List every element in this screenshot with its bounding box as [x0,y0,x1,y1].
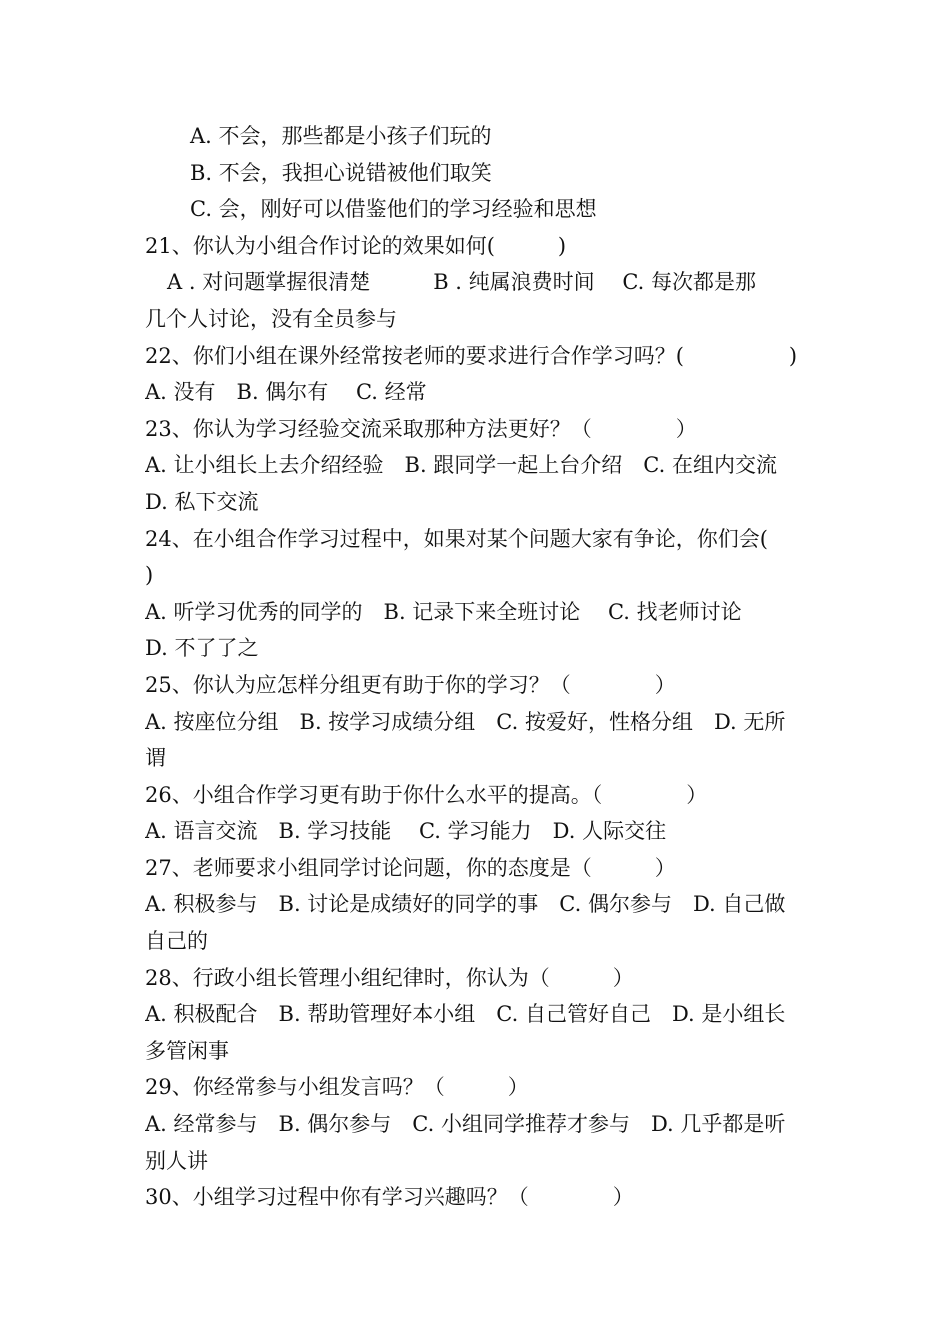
question-22: 22、你们小组在课外经常按老师的要求进行合作学习吗？( ) [145,343,798,368]
options-27-line-1: A. 积极参与 B. 讨论是成绩好的同学的事 C. 偶尔参与 D. 自己做 [145,892,786,917]
document-body [145,118,810,1216]
question-26: 26、小组合作学习更有助于你什么水平的提高。（ ） [145,782,708,807]
options-21-line-2: 几个人讨论，没有全员参与 [145,306,397,331]
options-24-line-1: A. 听学习优秀的同学的 B. 记录下来全班讨论 C. 找老师讨论 [145,599,742,624]
options-25-line-1: A. 按座位分组 B. 按学习成绩分组 C. 按爱好，性格分组 D. 无所 [145,709,786,734]
options-24-line-2: D. 不了了之 [145,636,259,661]
question-23: 23、你认为学习经验交流采取那种方法更好？（ ） [145,416,697,441]
options-21-line-1: A . 对问题掌握很清楚 B . 纯属浪费时间 C. 每次都是那 [167,270,756,295]
options-23-line-1: A. 让小组长上去介绍经验 B. 跟同学一起上台介绍 C. 在组内交流 [145,453,777,478]
question-29: 29、你经常参与小组发言吗？（ ） [145,1075,529,1100]
question-25: 25、你认为应怎样分组更有助于你的学习？（ ） [145,672,676,697]
options-26: A. 语言交流 B. 学习技能 C. 学习能力 D. 人际交往 [145,819,667,844]
option-20-a: A. 不会，那些都是小孩子们玩的 [190,124,492,148]
options-29-line-2: 别人讲 [145,1148,208,1173]
option-20-b: B. 不会，我担心说错被他们取笑 [190,160,492,185]
options-28-line-1: A. 积极配合 B. 帮助管理好本小组 C. 自己管好自己 D. 是小组长 [145,1002,786,1027]
options-27-line-2: 自己的 [145,929,208,954]
question-24-line-1: 24、在小组合作学习过程中，如果对某个问题大家有争论，你们会( [145,526,768,551]
question-24-line-2: ) [145,563,154,588]
question-28: 28、行政小组长管理小组纪律时，你认为（ ） [145,965,634,990]
question-30: 30、小组学习过程中你有学习兴趣吗？（ ） [145,1185,634,1210]
options-28-line-2: 多管闲事 [145,1038,229,1063]
option-20-c: C. 会，刚好可以借鉴他们的学习经验和思想 [190,197,597,222]
question-21: 21、你认为小组合作讨论的效果如何( ) [145,233,567,258]
options-22: A. 没有 B. 偶尔有 C. 经常 [145,380,427,405]
options-23-line-2: D. 私下交流 [145,489,259,514]
options-29-line-1: A. 经常参与 B. 偶尔参与 C. 小组同学推荐才参与 D. 几乎都是听 [145,1112,786,1137]
question-27: 27、老师要求小组同学讨论问题，你的态度是（ ） [145,855,676,880]
options-25-line-2: 谓 [145,746,166,771]
